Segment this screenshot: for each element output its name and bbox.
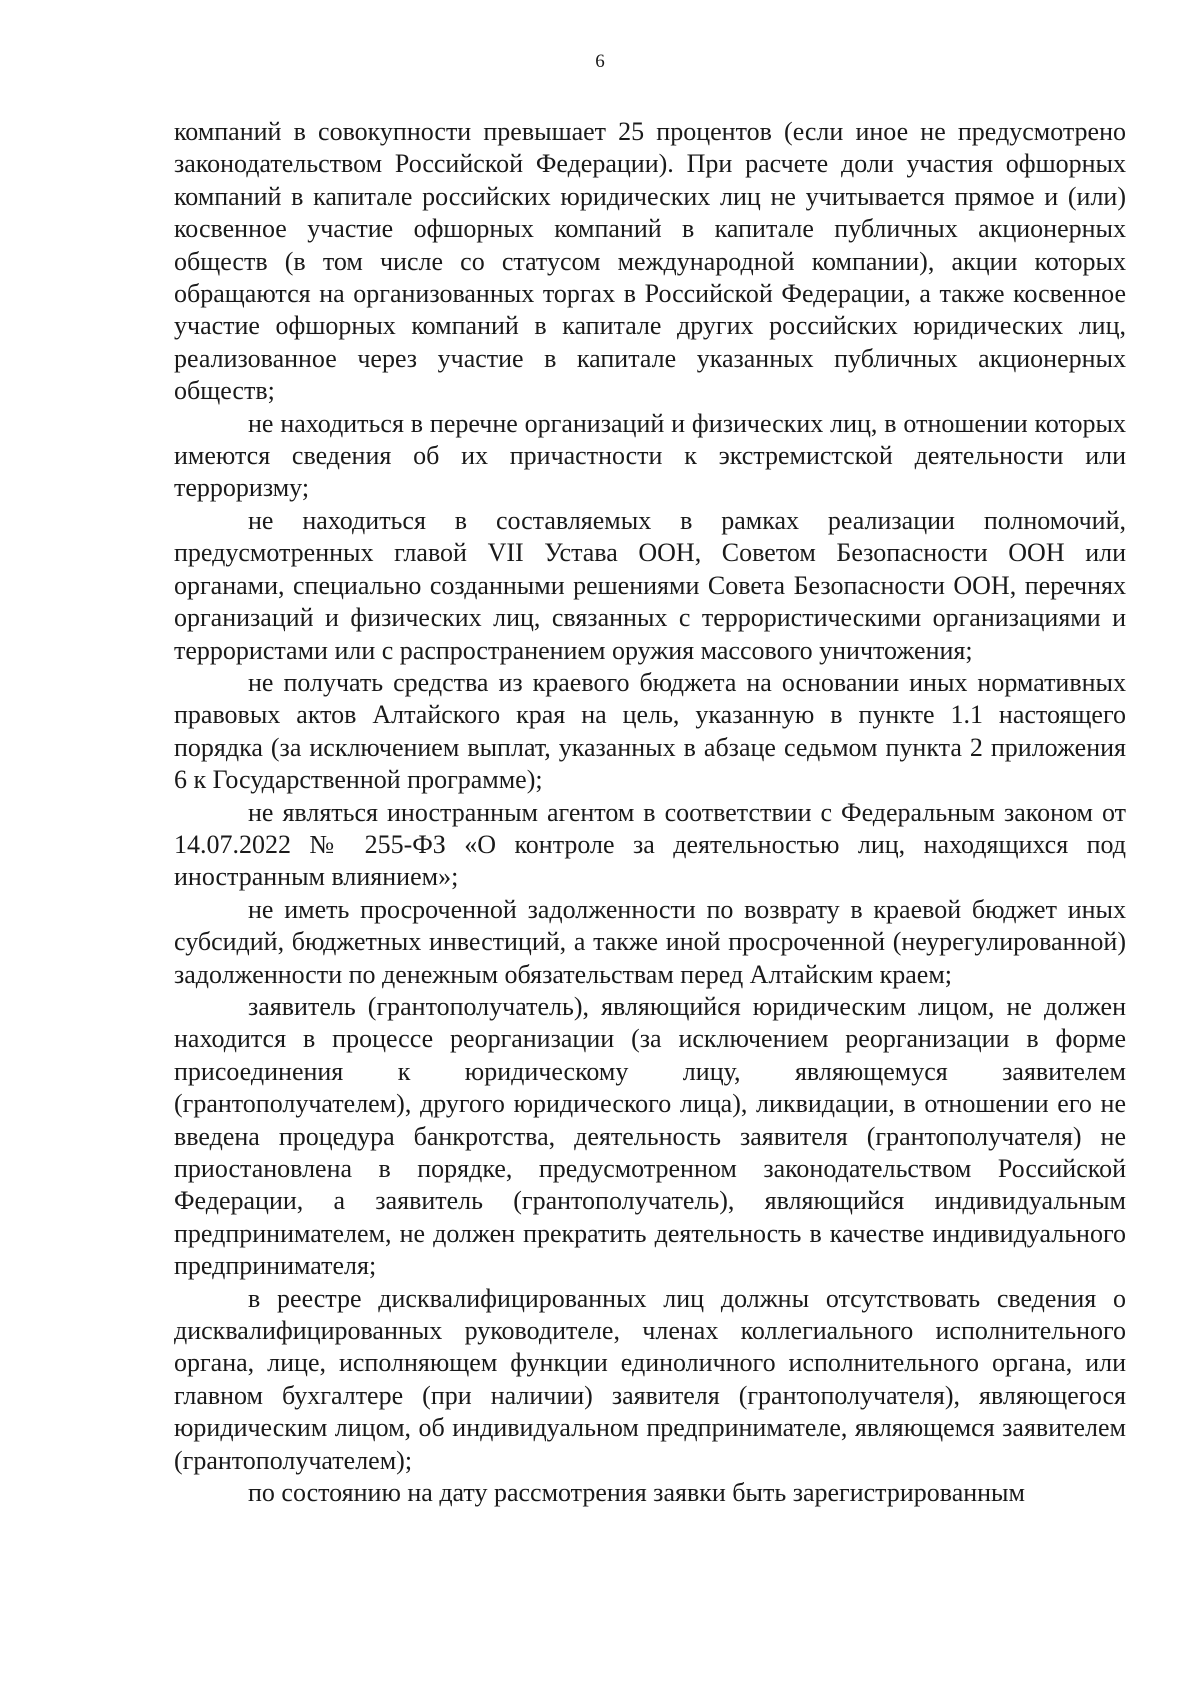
page-number: 6 [595, 51, 605, 72]
paragraph-offshore-share: компаний в совокупности превышает 25 процентов (если иное не предусмотрено законодательством Российской Федерации). При расчете доли участия офшорных компаний в капитале российских юридических лиц не учитывается прямое и (или) косвенное участие офшорных компаний в капитале публичных акционерных обществ (в том числе со статусом международной компании), акции которых обращаются на организованных торгах в Российской Федерации, а также косвенное участие офшорных компаний в капитале других российских юридических лиц, реализованное через участие в капитале указанных публичных акционерных обществ; [174, 117, 1126, 406]
paragraph-no-other-funds: не получать средства из краевого бюджета на основании иных нормативных правовых актов Алтайского края на цель, указанную в пункте 1.1 настоящего порядка (за исключением выплат, указанных в абзаце седьмом пункта 2 приложения 6 к Государственной программе); [174, 667, 1126, 795]
paragraph-no-overdue-debt: не иметь просроченной задолженности по возврату в краевой бюджет иных субсидий, бюджетных инвестиций, а также иной просроченной (неурегулированной) задолженности по денежным обязательствам перед Алтайским краем; [174, 894, 1126, 989]
paragraph-disqualified-persons: в реестре дисквалифицированных лиц должны отсутствовать сведения о дисквалифицированных руководителе, членах коллегиального исполнительного органа, лице, исполняющем функции единоличного исполнительного органа, или главном бухгалтере (при наличии) заявителя (грантополучателя), являющегося юридическим лицом, об индивидуальном предпринимателе, являющемся заявителем (грантополучателем); [174, 1283, 1126, 1475]
paragraph-extremism-list: не находиться в перечне организаций и физических лиц, в отношении которых имеются сведения об их причастности к экстремистской деятельности или терроризму; [174, 408, 1126, 503]
document-body [174, 116, 1126, 1509]
paragraph-registration: по состоянию на дату рассмотрения заявки быть зарегистрированным [248, 1478, 1025, 1508]
paragraph-foreign-agent: не являться иностранным агентом в соответствии с Федеральным законом от 14.07.2022 № 255-ФЗ «О контроле за деятельностью лиц, находящихся под иностранным влиянием»; [174, 797, 1126, 892]
paragraph-un-sanctions-list: не находиться в составляемых в рамках реализации полномочий, предусмотренных главой VII Устава ООН, Советом Безопасности ООН или органами, специально созданными решениями Совета Безопасности ООН, перечнях организаций и физических лиц, связанных с террористическими организациями и террористами или с распространением оружия массового уничтожения; [174, 505, 1126, 665]
paragraph-no-reorganization: заявитель (грантополучатель), являющийся юридическим лицом, не должен находится в процессе реорганизации (за исключением реорганизации в форме присоединения к юридическому лицу, являющемуся заявителем (грантополучателем), другого юридического лица), ликвидации, в отношении его не введена процедура банкротства, деятельность заявителя (грантополучателя) не приостановлена в порядке, предусмотренном законодательством Российской Федерации, а заявитель (грантополучатель), являющийся индивидуальным предпринимателем, не должен прекратить деятельность в качестве индивидуального предпринимателя; [174, 991, 1126, 1281]
